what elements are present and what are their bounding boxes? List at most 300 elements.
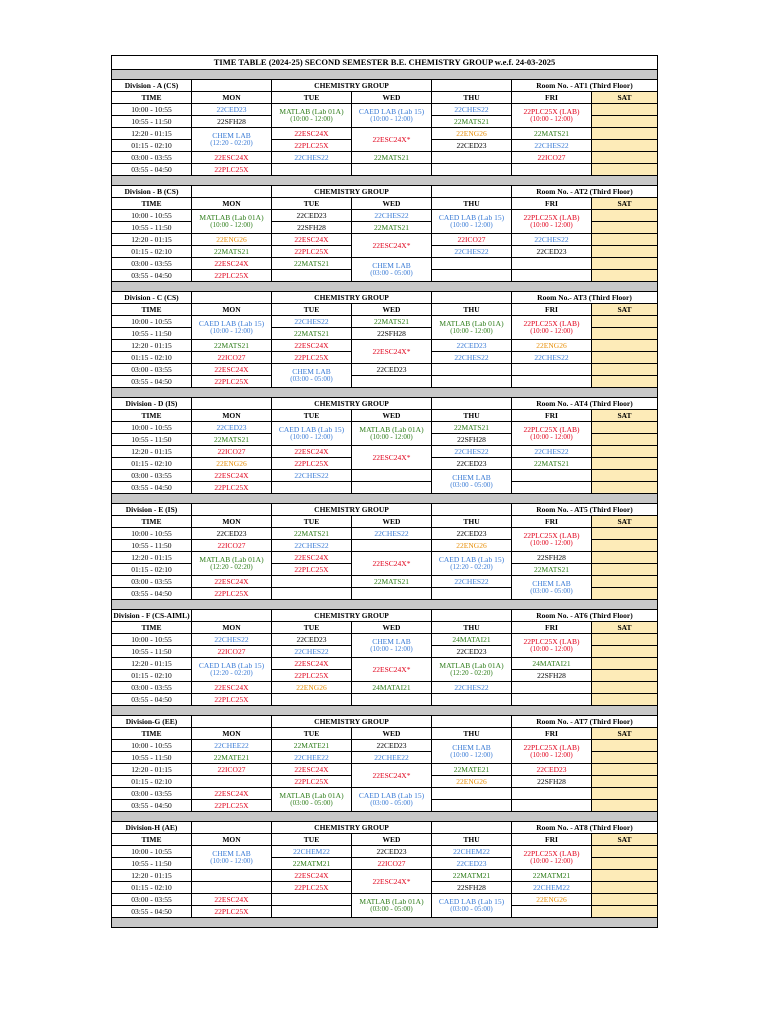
saturday-cell	[592, 694, 658, 706]
class-cell	[192, 234, 272, 246]
class-code: 22CHES22	[454, 682, 489, 692]
class-cell	[352, 328, 432, 340]
time-slot: 12:20 - 01:15	[112, 340, 192, 352]
time-slot: 10:55 - 11:50	[112, 858, 192, 870]
class-cell	[192, 846, 272, 870]
class-cell	[352, 858, 432, 870]
class-code: 22ESC24X*	[372, 134, 411, 144]
class-cell	[512, 422, 592, 446]
class-cell	[432, 870, 512, 882]
class-cell	[512, 316, 592, 340]
group-label: CHEMISTRY GROUP	[272, 292, 432, 304]
class-code: 22PLC25X	[214, 800, 249, 810]
class-cell	[512, 528, 592, 552]
time-slot: 03:55 - 04:50	[112, 270, 192, 282]
class-time: (10:00 - 12:00)	[290, 432, 333, 441]
class-code: 22PLC25X	[294, 564, 329, 574]
time-slot: 12:20 - 01:15	[112, 764, 192, 776]
class-cell	[432, 528, 512, 540]
class-code: 22PLC25X	[294, 882, 329, 892]
class-code: 22SFH28	[377, 328, 406, 338]
day-header: SAT	[592, 92, 658, 104]
class-cell	[512, 258, 592, 270]
class-code: MATLAB (Lab 01A)	[199, 213, 264, 223]
timetable-row	[112, 576, 658, 588]
division-header	[112, 504, 658, 516]
class-cell	[272, 634, 352, 646]
class-code: 22MATS21	[293, 328, 329, 338]
blank-cell	[432, 292, 512, 304]
class-code: 22PLC25X	[214, 270, 249, 280]
division-name: Division - F (CS-AIML)	[113, 610, 190, 620]
class-cell	[192, 104, 272, 116]
class-cell	[432, 764, 512, 776]
timetable-row	[112, 258, 658, 270]
class-cell	[352, 894, 432, 918]
saturday-cell	[592, 846, 658, 858]
class-time: (12:20 - 02:20)	[210, 562, 253, 571]
time-slot: 10:55 - 11:50	[112, 752, 192, 764]
class-code: 22CHEE22	[294, 752, 329, 762]
class-code: 22MATS21	[213, 246, 249, 256]
class-cell	[352, 528, 432, 540]
class-code: 22MATM21	[292, 858, 331, 868]
class-cell	[512, 152, 592, 164]
blank-cell	[192, 398, 272, 410]
class-cell	[272, 776, 352, 788]
class-cell	[352, 422, 432, 446]
day-header: THU	[432, 198, 512, 210]
class-time: (12:20 - 02:20)	[450, 562, 493, 571]
timetable-row	[112, 482, 658, 494]
time-slot: 03:00 - 03:55	[112, 364, 192, 376]
saturday-cell	[592, 894, 658, 906]
class-time: (12:20 - 02:20)	[210, 668, 253, 677]
time-slot: 03:55 - 04:50	[112, 164, 192, 176]
class-cell	[432, 116, 512, 128]
time-slot: 12:20 - 01:15	[112, 234, 192, 246]
blank-cell	[192, 716, 272, 728]
time-slot: 10:55 - 11:50	[112, 434, 192, 446]
class-time: (03:00 - 05:00)	[290, 374, 333, 383]
time-slot: 01:15 - 02:10	[112, 882, 192, 894]
division-name: Division - D (IS)	[112, 398, 192, 410]
class-cell	[272, 552, 352, 564]
class-time: (12:20 - 02:20)	[210, 138, 253, 147]
time-slot: 10:55 - 11:50	[112, 540, 192, 552]
class-time: (10:00 - 12:00)	[530, 856, 573, 865]
time-slot: 01:15 - 02:10	[112, 458, 192, 470]
day-header: FRI	[512, 834, 592, 846]
class-cell	[272, 752, 352, 764]
class-code: 22SFH28	[537, 552, 566, 562]
day-header: THU	[432, 92, 512, 104]
class-code: CHEM LAB	[532, 579, 571, 589]
saturday-cell	[592, 152, 658, 164]
class-code: 22CED23	[536, 246, 567, 256]
class-code: 22ENG26	[216, 234, 247, 244]
room-label: Room No.- AT3 (Third Floor)	[512, 292, 658, 304]
class-code: 22CED23	[216, 528, 247, 538]
time-slot: 10:00 - 10:55	[112, 740, 192, 752]
time-slot: 03:00 - 03:55	[112, 470, 192, 482]
class-cell	[352, 588, 432, 600]
class-cell	[352, 788, 432, 812]
day-header: THU	[432, 304, 512, 316]
time-slot: 12:20 - 01:15	[112, 552, 192, 564]
group-label: CHEMISTRY GROUP	[272, 398, 432, 410]
class-cell	[432, 422, 512, 434]
division-name: Division-H (AE)	[112, 822, 192, 834]
blank-cell	[432, 186, 512, 198]
time-slot: 01:15 - 02:10	[112, 670, 192, 682]
saturday-cell	[592, 258, 658, 270]
class-cell	[432, 740, 512, 764]
timetable-row	[112, 634, 658, 646]
class-code: 22MATS21	[293, 258, 329, 268]
class-code: MATLAB (Lab 01A)	[279, 791, 344, 801]
division-header	[112, 80, 658, 92]
blank-cell	[192, 186, 272, 198]
class-code: 22ESC24X	[214, 788, 249, 798]
timetable-row	[112, 234, 658, 246]
class-cell	[512, 906, 592, 918]
class-time: (03:00 - 05:00)	[450, 480, 493, 489]
class-cell	[272, 588, 352, 600]
class-cell	[272, 270, 352, 282]
division-separator	[112, 494, 658, 504]
class-cell	[272, 870, 352, 882]
class-cell	[432, 858, 512, 870]
class-code: 22ESC24X*	[372, 452, 411, 462]
day-header: WED	[352, 198, 432, 210]
class-cell	[192, 740, 272, 752]
class-code: 22SFH28	[537, 670, 566, 680]
saturday-cell	[592, 128, 658, 140]
division-separator	[112, 812, 658, 822]
class-cell	[352, 540, 432, 552]
time-slot: 10:55 - 11:50	[112, 328, 192, 340]
class-code: 22ENG26	[536, 894, 567, 904]
class-cell	[272, 764, 352, 776]
class-cell	[192, 752, 272, 764]
class-cell	[512, 634, 592, 658]
class-cell	[272, 858, 352, 870]
class-code: 22CHES22	[534, 140, 569, 150]
class-cell	[512, 846, 592, 870]
saturday-cell	[592, 222, 658, 234]
class-cell	[192, 128, 272, 152]
saturday-cell	[592, 858, 658, 870]
class-cell	[352, 104, 432, 128]
class-code: 22MATS21	[533, 128, 569, 138]
division-header	[112, 398, 658, 410]
division-name: Division - A (CS)	[112, 80, 192, 92]
separator-band	[112, 388, 658, 398]
class-cell	[192, 694, 272, 706]
class-code: 22CHES22	[454, 446, 489, 456]
class-code: 22ENG26	[536, 340, 567, 350]
class-cell	[272, 328, 352, 340]
class-cell	[512, 694, 592, 706]
class-cell	[272, 104, 352, 128]
day-header: THU	[432, 516, 512, 528]
class-cell	[192, 316, 272, 340]
class-cell	[192, 800, 272, 812]
day-header: WED	[352, 516, 432, 528]
class-cell	[432, 128, 512, 140]
day-header: MON	[192, 92, 272, 104]
day-header: MON	[192, 410, 272, 422]
class-code: 22PLC25X	[214, 694, 249, 704]
time-slot: 03:55 - 04:50	[112, 376, 192, 388]
class-cell	[352, 740, 432, 752]
class-code: 22ICO27	[217, 446, 246, 456]
timetable-row	[112, 682, 658, 694]
class-cell	[512, 800, 592, 812]
class-code: MATLAB (Lab 01A)	[359, 897, 424, 907]
class-code: 22PLC25X (LAB)	[523, 849, 580, 859]
class-code: CHEM LAB	[212, 131, 251, 141]
class-cell	[352, 222, 432, 234]
day-header: WED	[352, 622, 432, 634]
class-code: 22CHES22	[294, 152, 329, 162]
day-header: MON	[192, 516, 272, 528]
class-cell	[512, 658, 592, 670]
class-cell	[192, 482, 272, 494]
class-code: CAED LAB (Lab 15)	[358, 791, 425, 801]
class-code: MATLAB (Lab 01A)	[199, 555, 264, 565]
saturday-cell	[592, 634, 658, 646]
class-cell	[192, 364, 272, 376]
class-cell	[432, 800, 512, 812]
division-separator	[112, 388, 658, 398]
class-time: (12:20 - 02:20)	[450, 668, 493, 677]
class-code: 22ESC24X*	[372, 558, 411, 568]
timetable-row	[112, 470, 658, 482]
room-label: Room No. - AT6 (Third Floor)	[512, 610, 658, 622]
class-code: 22ENG26	[456, 540, 487, 550]
class-code: 22CED23	[456, 646, 487, 656]
class-cell	[192, 258, 272, 270]
saturday-cell	[592, 540, 658, 552]
class-cell	[432, 376, 512, 388]
separator-band	[112, 918, 658, 928]
day-header-row	[112, 834, 658, 846]
saturday-cell	[592, 588, 658, 600]
day-header: SAT	[592, 516, 658, 528]
room-label: Room No. - AT4 (Third Floor)	[512, 398, 658, 410]
class-cell	[272, 152, 352, 164]
division-separator	[112, 706, 658, 716]
day-header: MON	[192, 834, 272, 846]
time-slot: 10:00 - 10:55	[112, 634, 192, 646]
time-slot: 10:55 - 11:50	[112, 646, 192, 658]
class-cell	[272, 222, 352, 234]
timetable-row	[112, 316, 658, 328]
class-cell	[352, 316, 432, 328]
class-code: 22ESC24X*	[372, 770, 411, 780]
timetable-row	[112, 164, 658, 176]
class-cell	[192, 446, 272, 458]
class-cell	[272, 258, 352, 270]
day-header: SAT	[592, 304, 658, 316]
class-time: (03:00 - 05:00)	[450, 904, 493, 913]
class-time: (10:00 - 12:00)	[290, 114, 333, 123]
day-header: WED	[352, 834, 432, 846]
class-code: 22MATE21	[453, 764, 490, 774]
class-cell	[512, 682, 592, 694]
class-cell	[272, 210, 352, 222]
class-cell	[272, 340, 352, 352]
day-header-row	[112, 728, 658, 740]
division-name: Division - C (CS)	[112, 292, 192, 304]
class-code: 22CHES22	[534, 446, 569, 456]
class-code: 22CHES22	[454, 246, 489, 256]
class-time: (10:00 - 12:00)	[530, 644, 573, 653]
day-header: TUE	[272, 304, 352, 316]
class-cell	[192, 340, 272, 352]
class-code: 22ESC24X	[294, 340, 329, 350]
class-code: 22CED23	[296, 634, 327, 644]
day-header: WED	[352, 92, 432, 104]
class-cell	[512, 894, 592, 906]
class-code: 22PLC25X	[214, 164, 249, 174]
class-code: 22MATS21	[453, 116, 489, 126]
time-slot: 03:55 - 04:50	[112, 800, 192, 812]
class-cell	[512, 470, 592, 482]
time-slot: 03:55 - 04:50	[112, 588, 192, 600]
class-code: 22CED23	[456, 858, 487, 868]
day-header: WED	[352, 728, 432, 740]
class-time: (10:00 - 12:00)	[370, 644, 413, 653]
class-cell	[192, 894, 272, 906]
class-code: CAED LAB (Lab 15)	[198, 661, 265, 671]
class-code: 22CHES22	[534, 234, 569, 244]
time-slot: 10:00 - 10:55	[112, 846, 192, 858]
time-slot: 03:00 - 03:55	[112, 258, 192, 270]
timetable-row	[112, 552, 658, 564]
class-cell	[512, 458, 592, 470]
blank-cell	[432, 822, 512, 834]
timetable-row	[112, 422, 658, 434]
class-cell	[512, 246, 592, 258]
time-header: TIME	[112, 92, 192, 104]
time-slot: 12:20 - 01:15	[112, 870, 192, 882]
class-cell	[352, 846, 432, 858]
timetable-row	[112, 210, 658, 222]
class-cell	[432, 446, 512, 458]
class-cell	[352, 446, 432, 470]
class-code: 22CED23	[216, 422, 247, 432]
class-code: MATLAB (Lab 01A)	[279, 107, 344, 117]
time-slot: 10:00 - 10:55	[112, 210, 192, 222]
saturday-cell	[592, 116, 658, 128]
class-code: 22CED23	[456, 340, 487, 350]
class-cell	[432, 894, 512, 918]
class-code: 22ESC24X	[294, 234, 329, 244]
class-cell	[352, 470, 432, 482]
group-label: CHEMISTRY GROUP	[272, 80, 432, 92]
day-header: WED	[352, 410, 432, 422]
day-header: MON	[192, 622, 272, 634]
timetable-sheet	[111, 55, 657, 928]
class-code: 22CHEM22	[453, 846, 490, 856]
class-code: 22MATS21	[213, 434, 249, 444]
class-code: 22CHES22	[374, 528, 409, 538]
class-time: (10:00 - 12:00)	[530, 538, 573, 547]
timetable-row	[112, 104, 658, 116]
class-cell	[272, 670, 352, 682]
class-cell	[192, 552, 272, 576]
class-code: 22ESC24X	[294, 764, 329, 774]
saturday-cell	[592, 446, 658, 458]
page-title: TIME TABLE (2024-25) SECOND SEMESTER B.E. CHEMISTRY GROUP w.e.f. 24-03-2025	[112, 56, 658, 70]
day-header: TUE	[272, 198, 352, 210]
class-cell	[192, 646, 272, 658]
class-cell	[272, 646, 352, 658]
class-code: 22PLC25X (LAB)	[523, 531, 580, 541]
day-header: FRI	[512, 728, 592, 740]
class-code: 22CHES22	[214, 634, 249, 644]
class-cell	[352, 164, 432, 176]
class-cell	[272, 164, 352, 176]
saturday-cell	[592, 870, 658, 882]
class-time: (10:00 - 12:00)	[210, 326, 253, 335]
class-cell	[432, 364, 512, 376]
class-cell	[432, 776, 512, 788]
saturday-cell	[592, 682, 658, 694]
class-code: 22CED23	[376, 364, 407, 374]
class-code: 22ESC24X	[214, 576, 249, 586]
class-cell	[352, 152, 432, 164]
timetable-row	[112, 658, 658, 670]
class-code: 22CHEE22	[214, 740, 249, 750]
class-cell	[272, 234, 352, 246]
class-cell	[272, 694, 352, 706]
day-header: FRI	[512, 622, 592, 634]
class-cell	[512, 234, 592, 246]
class-cell	[432, 246, 512, 258]
saturday-cell	[592, 482, 658, 494]
day-header: FRI	[512, 304, 592, 316]
separator-band	[112, 812, 658, 822]
class-cell	[352, 552, 432, 576]
class-code: 22CED23	[376, 740, 407, 750]
class-code: 22PLC25X	[214, 588, 249, 598]
class-cell	[192, 658, 272, 682]
timetable-row	[112, 846, 658, 858]
day-header: MON	[192, 198, 272, 210]
day-header-row	[112, 410, 658, 422]
day-header: FRI	[512, 198, 592, 210]
class-code: 22MATS21	[293, 528, 329, 538]
time-slot: 01:15 - 02:10	[112, 564, 192, 576]
time-slot: 12:20 - 01:15	[112, 446, 192, 458]
class-time: (10:00 - 12:00)	[530, 750, 573, 759]
class-time: (03:00 - 05:00)	[530, 586, 573, 595]
class-code: CHEM LAB	[452, 743, 491, 753]
class-time: (10:00 - 12:00)	[530, 220, 573, 229]
class-cell	[432, 152, 512, 164]
class-cell	[512, 788, 592, 800]
time-header: TIME	[112, 410, 192, 422]
saturday-cell	[592, 658, 658, 670]
class-cell	[272, 576, 352, 588]
division-name: Division - E (IS)	[112, 504, 192, 516]
class-code: 22MATS21	[373, 576, 409, 586]
class-code: 22PLC25X (LAB)	[523, 743, 580, 753]
